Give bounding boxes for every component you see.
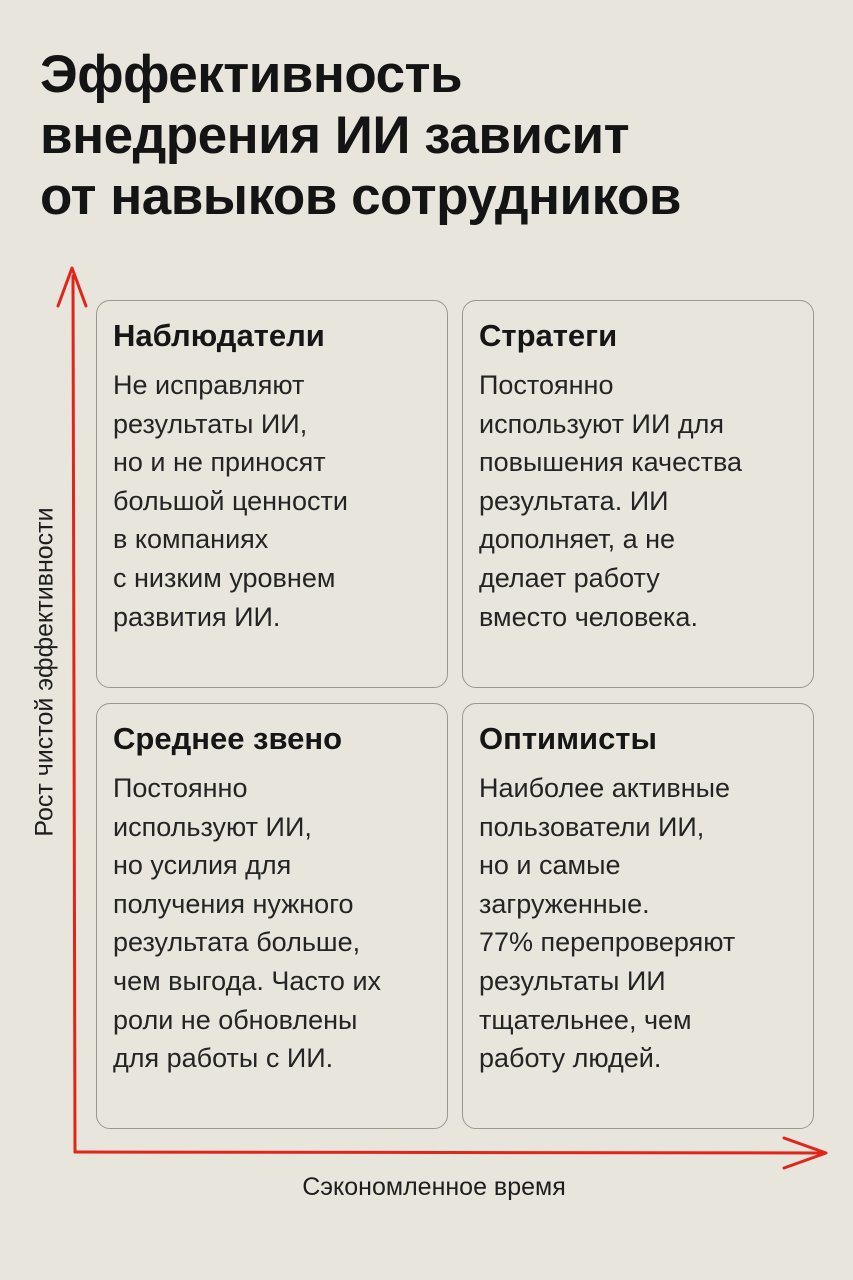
description-line: вместо человека.: [479, 601, 698, 632]
description-line: Постоянно: [479, 370, 614, 400]
description-line: Постоянно: [113, 773, 248, 803]
title-line-1: Эффективность: [40, 45, 463, 104]
description-line: развития ИИ.: [113, 601, 281, 632]
description-line: используют ИИ,: [113, 811, 312, 842]
description-line: делает работу: [479, 562, 660, 593]
description-line: большой ценности: [113, 485, 348, 516]
title-line-3: от навыков сотрудников: [40, 167, 681, 226]
description-line: в компаниях: [113, 524, 269, 555]
quadrant-title: Среднее звено: [113, 721, 343, 756]
quadrant-title: Стратеги: [479, 318, 618, 353]
description-line: роли не обновлены: [113, 1004, 358, 1035]
x-axis-line: [75, 1152, 823, 1153]
description-line: результата. ИИ: [479, 485, 669, 516]
description-line: но и не приносят: [113, 447, 326, 478]
description-line: повышения качества: [479, 447, 743, 478]
title-line-2: внедрения ИИ зависит: [40, 106, 630, 165]
quadrant-middle-tier: [96, 703, 448, 1129]
description-line: но усилия для: [113, 850, 292, 881]
description-line: с низким уровнем: [113, 562, 336, 593]
description-line: используют ИИ для: [479, 408, 724, 439]
quadrant-description: [479, 366, 799, 636]
description-line: чем выгода. Часто их: [113, 965, 382, 996]
description-line: тщательнее, чем: [479, 1004, 692, 1035]
description-line: дополняет, а не: [479, 524, 676, 555]
description-line: результаты ИИ,: [113, 408, 308, 439]
description-line: результата больше,: [113, 927, 361, 958]
description-line: для работы с ИИ.: [113, 1043, 334, 1074]
quadrant-title: Оптимисты: [479, 721, 657, 756]
description-line: загруженные.: [479, 888, 650, 919]
description-line: пользователи ИИ,: [479, 811, 705, 842]
y-axis-label: Рост чистой эффективности: [30, 507, 59, 837]
description-line: работу людей.: [479, 1043, 662, 1074]
quadrant-optimists: [462, 703, 814, 1129]
quadrant-description: [113, 366, 433, 636]
quadrant-observers: [96, 300, 448, 688]
quadrant-title: Наблюдатели: [113, 318, 325, 353]
description-line: Не исправляют: [113, 370, 305, 400]
description-line: но и самые: [479, 850, 621, 881]
quadrant-description: [113, 769, 433, 1078]
description-line: результаты ИИ: [479, 965, 666, 996]
description-line: 77% перепроверяют: [479, 927, 736, 958]
description-line: получения нужного: [113, 888, 354, 919]
quadrant-description: [479, 769, 799, 1078]
quadrant-strategists: [462, 300, 814, 688]
y-axis-line: [73, 276, 75, 1152]
description-line: Наиболее активные: [479, 773, 731, 803]
x-axis-label: Сэкономленное время: [302, 1173, 566, 1201]
